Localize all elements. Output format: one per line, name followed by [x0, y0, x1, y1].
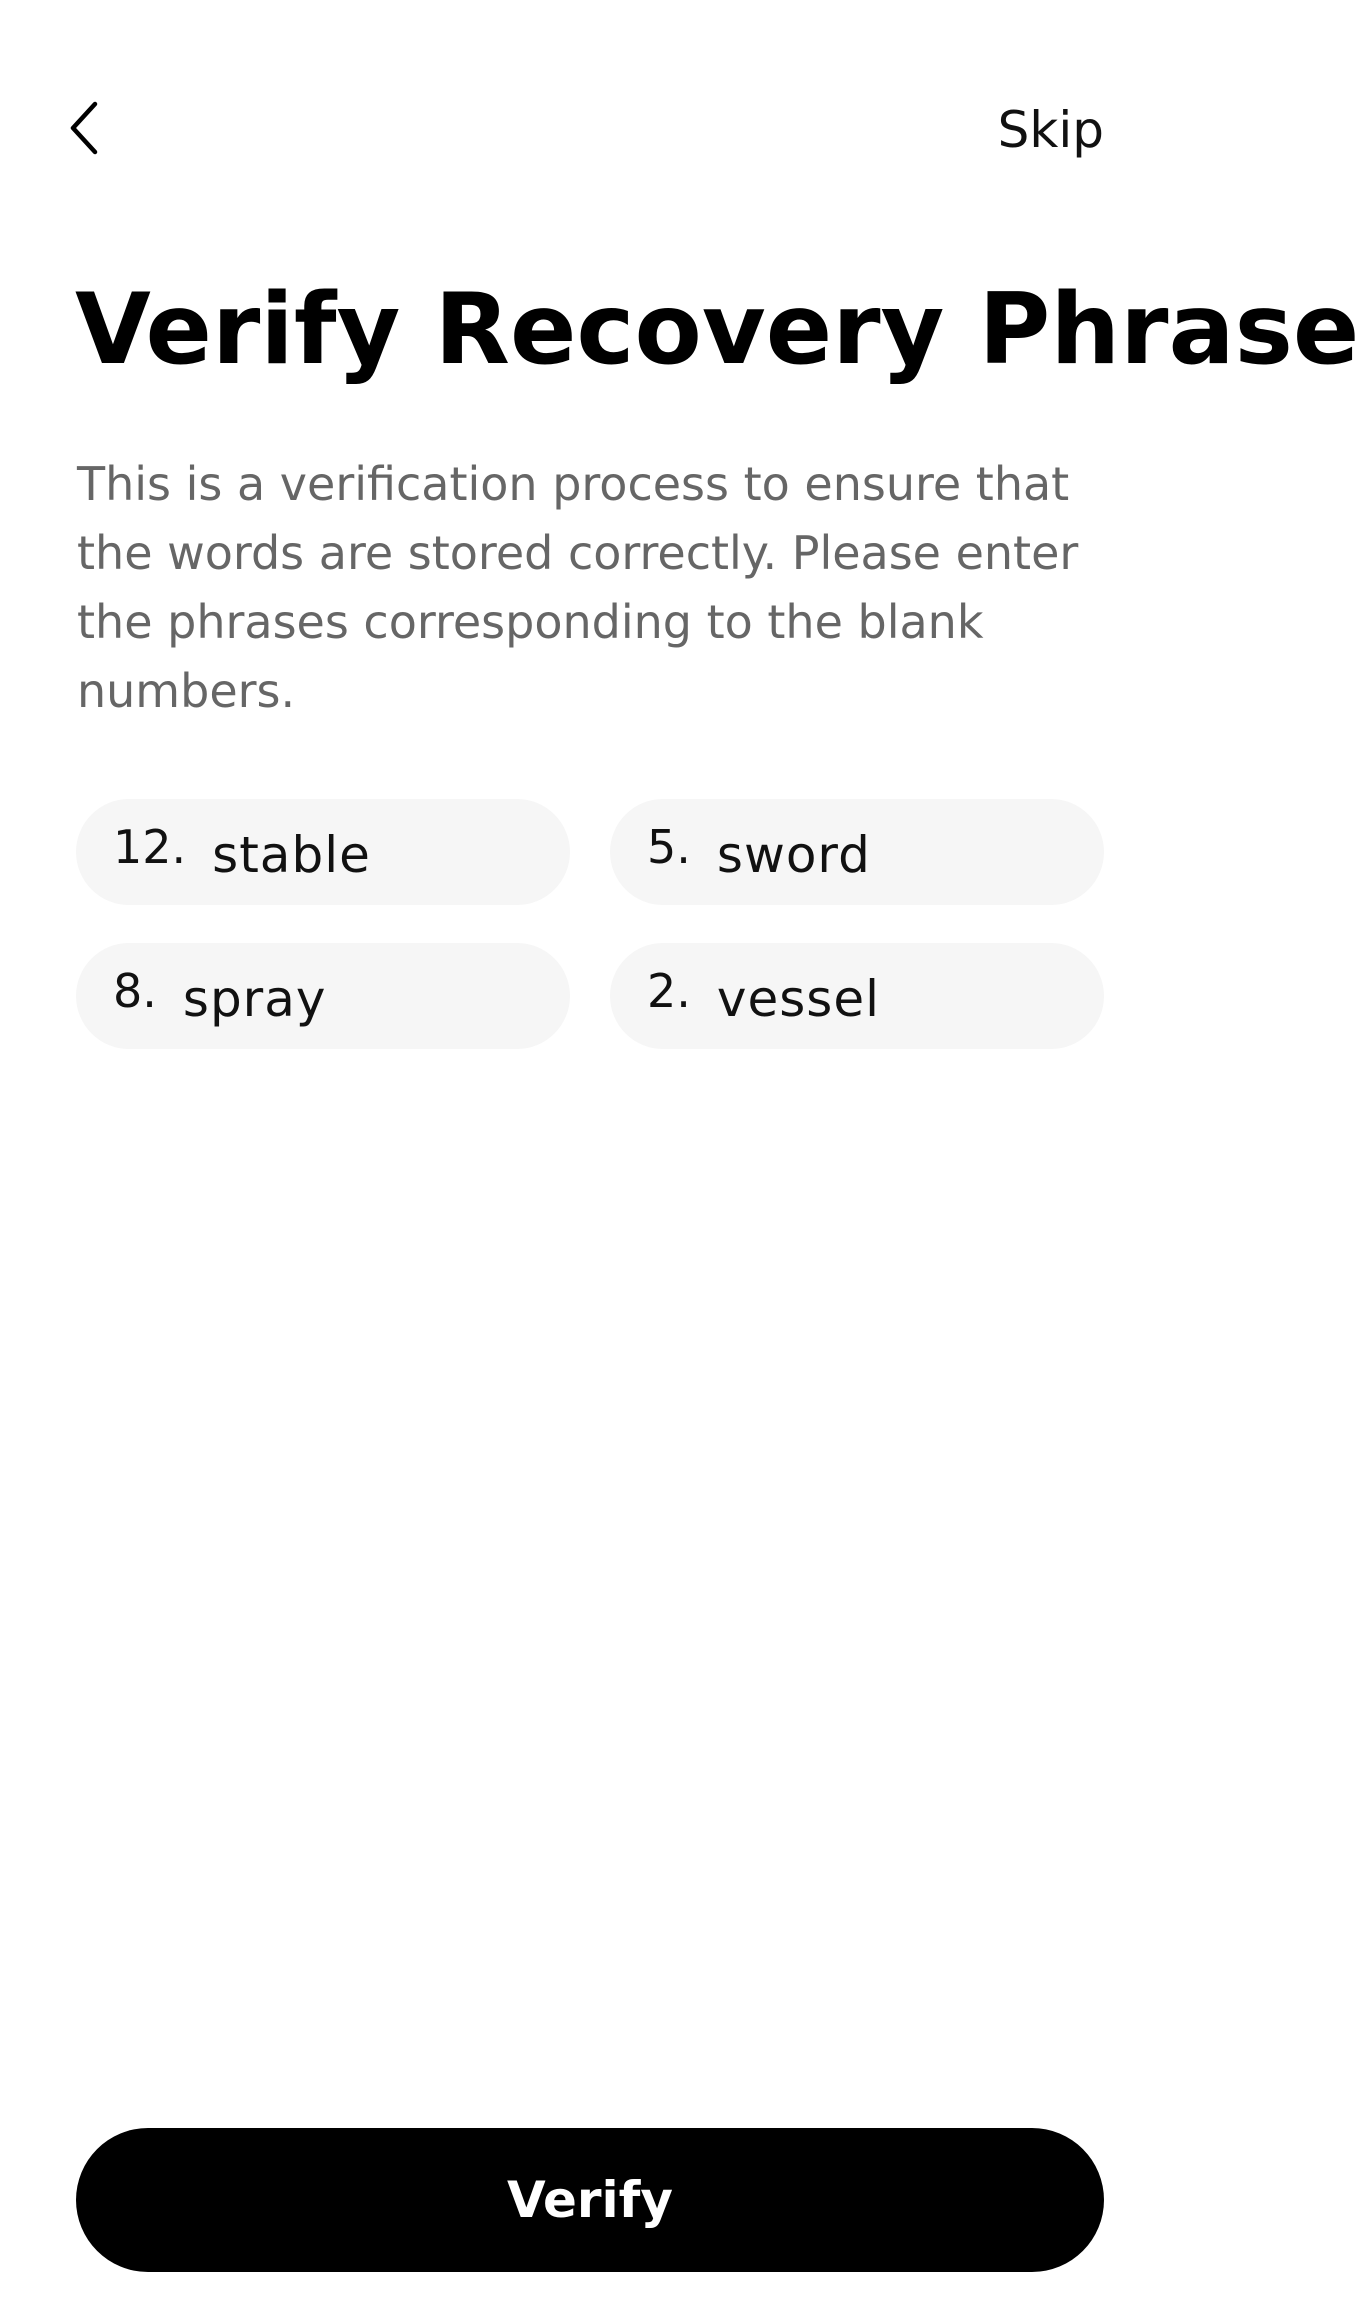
- word-text: stable: [212, 826, 371, 884]
- page-title: Verify Recovery Phrase: [75, 273, 1359, 387]
- word-text: spray: [182, 970, 327, 1028]
- word-number: 8.: [113, 964, 157, 1018]
- verify-button[interactable]: Verify: [76, 2128, 1104, 2272]
- word-grid: [76, 799, 1104, 1049]
- skip-button[interactable]: Skip: [997, 101, 1104, 159]
- word-chip-5[interactable]: [610, 799, 1104, 905]
- word-number: 2.: [647, 964, 691, 1018]
- word-chip-8[interactable]: [76, 943, 570, 1049]
- word-chip-12[interactable]: [76, 799, 570, 905]
- word-number: 5.: [647, 820, 691, 874]
- word-chip-2[interactable]: [610, 943, 1104, 1049]
- word-text: sword: [716, 826, 871, 884]
- back-button[interactable]: [50, 90, 120, 170]
- word-number: 12.: [113, 820, 187, 874]
- description-text: This is a verification process to ensure that the words are stored correctly. Please enter the phrases corresponding to the blank numbers.: [77, 457, 1079, 718]
- word-text: vessel: [716, 970, 880, 1028]
- chevron-left-icon: [65, 98, 105, 162]
